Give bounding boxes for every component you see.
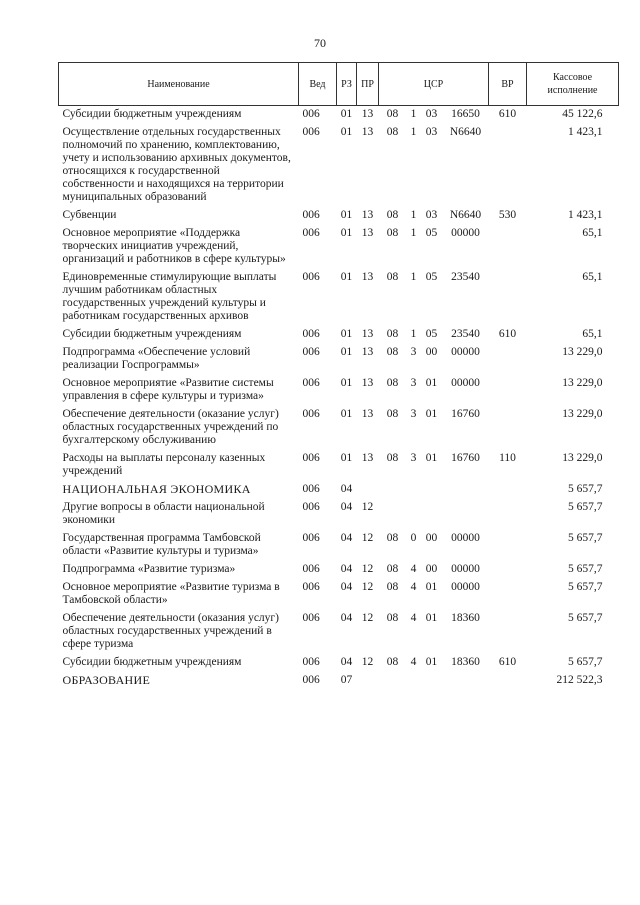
cell-c3: 01	[425, 656, 438, 668]
cell-ved: 006	[302, 209, 320, 221]
cell-c4	[443, 481, 489, 499]
header-sum: Кассовое исполнение	[527, 63, 619, 106]
cell-ved: 006	[302, 563, 320, 575]
cell-ved: 006	[302, 656, 320, 668]
cell-pr	[357, 672, 379, 690]
cell-ved: 006	[302, 483, 320, 495]
cell-c1	[379, 499, 407, 530]
cell-c3: 03	[425, 209, 438, 221]
cell-pr: 13	[361, 108, 374, 120]
cell-c2: 1	[410, 209, 417, 221]
cell-c3: 05	[425, 227, 438, 239]
cell-c3	[421, 672, 443, 690]
cell-rz: 07	[340, 674, 353, 686]
cell-c1: 08	[386, 227, 399, 239]
cell-c4: 00000	[451, 377, 480, 389]
cell-c2: 1	[410, 126, 417, 138]
cell-vr	[489, 344, 527, 375]
cell-ved: 006	[302, 227, 320, 239]
cell-c3: 01	[425, 612, 438, 624]
cell-pr: 13	[361, 227, 374, 239]
cell-c2: 1	[410, 227, 417, 239]
cell-c1: 08	[386, 612, 399, 624]
cell-ved: 006	[302, 377, 320, 389]
cell-rz: 04	[340, 656, 353, 668]
cell-pr: 13	[361, 452, 374, 464]
cell-sum: 65,1	[582, 328, 603, 340]
cell-rz: 04	[340, 563, 353, 575]
cell-c2: 4	[410, 581, 417, 593]
cell-c4: 23540	[451, 271, 480, 283]
cell-rz: 01	[340, 328, 353, 340]
cell-c1	[379, 481, 407, 499]
cell-rz: 01	[340, 346, 353, 358]
cell-c3: 00	[425, 532, 438, 544]
cell-rz: 01	[340, 271, 353, 283]
cell-pr: 12	[361, 501, 374, 513]
cell-c1: 08	[386, 346, 399, 358]
cell-name: ОБРАЗОВАНИЕ	[62, 673, 151, 687]
cell-c3: 00	[425, 346, 438, 358]
cell-ved: 006	[302, 674, 320, 686]
cell-name: Субсидии бюджетным учреждениям	[62, 108, 242, 120]
cell-vr: 110	[499, 452, 516, 464]
table-row	[59, 579, 619, 610]
cell-vr: 530	[498, 209, 517, 221]
cell-sum: 1 423,1	[568, 209, 603, 221]
cell-pr: 12	[361, 532, 374, 544]
cell-sum: 5 657,7	[568, 656, 603, 668]
cell-sum: 13 229,0	[562, 377, 603, 389]
cell-pr: 12	[361, 656, 374, 668]
cell-ved: 006	[302, 612, 320, 624]
cell-rz: 04	[340, 612, 353, 624]
cell-c4	[443, 672, 489, 690]
table-row	[59, 375, 619, 406]
cell-rz: 04	[340, 581, 353, 593]
cell-ved: 006	[302, 452, 320, 464]
cell-rz: 01	[340, 408, 353, 420]
cell-sum: 13 229,0	[562, 452, 603, 464]
cell-c3: 00	[425, 563, 438, 575]
cell-ved: 006	[302, 271, 320, 283]
cell-sum: 65,1	[582, 227, 603, 239]
table-row	[59, 654, 619, 672]
cell-vr	[489, 375, 527, 406]
cell-ved: 006	[302, 532, 320, 544]
cell-name: Государственная программа Тамбовской области «Развитие культуры и туризма»	[62, 532, 261, 557]
table-row	[59, 610, 619, 654]
cell-pr: 13	[361, 271, 374, 283]
table-row	[59, 406, 619, 450]
table-row	[59, 106, 619, 125]
table-row	[59, 450, 619, 481]
cell-ved: 006	[302, 126, 320, 138]
table-row	[59, 481, 619, 499]
table-row	[59, 499, 619, 530]
cell-c1	[379, 672, 407, 690]
cell-sum: 5 657,7	[568, 612, 603, 624]
cell-name: Субвенции	[62, 209, 117, 221]
cell-pr: 13	[361, 328, 374, 340]
cell-sum: 5 657,7	[568, 501, 603, 513]
table-row	[59, 344, 619, 375]
cell-pr: 12	[361, 581, 374, 593]
cell-c1: 08	[386, 271, 399, 283]
cell-c4: 18360	[451, 656, 480, 668]
cell-c2	[407, 499, 421, 530]
cell-pr: 13	[361, 209, 374, 221]
cell-c4: 00000	[451, 563, 480, 575]
cell-rz: 04	[340, 532, 353, 544]
cell-c2: 1	[410, 108, 417, 120]
cell-c3	[421, 499, 443, 530]
cell-vr	[489, 499, 527, 530]
cell-vr	[489, 269, 527, 326]
table-row	[59, 561, 619, 579]
cell-c1: 08	[386, 377, 399, 389]
cell-sum: 5 657,7	[568, 483, 603, 495]
cell-c1: 08	[386, 656, 399, 668]
cell-pr: 12	[361, 612, 374, 624]
cell-name: Субсидии бюджетным учреждениям	[62, 656, 242, 668]
cell-name: Единовременные стимулирующие выплаты лучшим работникам областных государственных учреждений культуры и работникам государственных архивов	[62, 271, 277, 322]
cell-c2	[407, 672, 421, 690]
page-number: 70	[314, 36, 326, 50]
cell-pr: 12	[361, 563, 374, 575]
cell-c3: 01	[425, 581, 438, 593]
cell-name: Обеспечение деятельности (оказание услуг) областных государственных учреждений по бухгалтерскому обслуживанию	[62, 408, 279, 446]
header-pr: ПР	[357, 63, 379, 106]
cell-c1: 08	[386, 328, 399, 340]
cell-sum: 5 657,7	[568, 581, 603, 593]
cell-rz: 01	[340, 126, 353, 138]
cell-c2: 3	[410, 408, 417, 420]
cell-c4: 16760	[451, 408, 480, 420]
cell-c3: 01	[425, 377, 438, 389]
cell-sum: 65,1	[582, 271, 603, 283]
cell-c4	[443, 499, 489, 530]
cell-c1: 08	[386, 532, 399, 544]
header-rz: РЗ	[337, 63, 357, 106]
cell-c2: 3	[410, 377, 417, 389]
cell-c2: 1	[410, 328, 417, 340]
cell-c4: N6640	[449, 126, 482, 138]
cell-name: Расходы на выплаты персоналу казенных учреждений	[62, 452, 266, 477]
cell-c4: 16760	[451, 452, 480, 464]
cell-c2: 4	[410, 563, 417, 575]
cell-rz: 01	[340, 377, 353, 389]
cell-c4: 00000	[451, 227, 480, 239]
table-row	[59, 207, 619, 225]
cell-ved: 006	[302, 581, 320, 593]
cell-vr	[489, 610, 527, 654]
cell-c2: 0	[410, 532, 417, 544]
cell-pr: 13	[361, 126, 374, 138]
cell-sum: 13 229,0	[562, 346, 603, 358]
cell-pr: 13	[361, 377, 374, 389]
cell-c1: 08	[386, 452, 399, 464]
cell-vr: 610	[498, 328, 517, 340]
cell-c1: 08	[386, 408, 399, 420]
cell-ved: 006	[302, 501, 320, 513]
cell-pr: 13	[361, 408, 374, 420]
cell-vr	[489, 530, 527, 561]
cell-c3: 03	[425, 126, 438, 138]
cell-name: Субсидии бюджетным учреждениям	[62, 328, 242, 340]
cell-c3: 05	[425, 271, 438, 283]
table-body	[59, 106, 619, 691]
cell-name: Осуществление отдельных государственных полномочий по хранению, комплектованию, учету и использованию архивных документов, относящихся к государственной собственности и находящихся на территории муниципальных образований	[62, 126, 291, 203]
cell-name: НАЦИОНАЛЬНАЯ ЭКОНОМИКА	[62, 482, 251, 496]
cell-c4: 16650	[451, 108, 480, 120]
cell-c3: 03	[425, 108, 438, 120]
cell-ved: 006	[302, 328, 320, 340]
cell-name: Подпрограмма «Обеспечение условий реализации Госпрограммы»	[62, 346, 251, 371]
cell-c2: 3	[410, 346, 417, 358]
cell-vr: 610	[498, 108, 517, 120]
table-row	[59, 269, 619, 326]
cell-sum: 5 657,7	[568, 563, 603, 575]
cell-c4: 18360	[451, 612, 480, 624]
cell-vr	[489, 225, 527, 269]
cell-sum: 212 522,3	[556, 674, 603, 686]
budget-table	[58, 62, 619, 690]
cell-vr	[489, 561, 527, 579]
cell-vr	[489, 672, 527, 690]
cell-c3	[421, 481, 443, 499]
header-ved: Вед	[299, 63, 337, 106]
cell-vr	[489, 406, 527, 450]
cell-rz: 04	[340, 483, 353, 495]
cell-name: Основное мероприятие «Развитие туризма в Тамбовской области»	[62, 581, 280, 606]
table-header-row	[59, 63, 619, 106]
cell-c2	[407, 481, 421, 499]
cell-rz: 04	[340, 501, 353, 513]
cell-name: Основное мероприятие «Поддержка творческих инициатив учреждений, организаций и работников в сфере культуры»	[62, 227, 286, 265]
cell-c2: 4	[410, 656, 417, 668]
cell-c4: 00000	[451, 532, 480, 544]
cell-pr: 13	[361, 346, 374, 358]
header-vr: ВР	[489, 63, 527, 106]
cell-ved: 006	[302, 108, 320, 120]
cell-name: Основное мероприятие «Развитие системы управления в сфере культуры и туризма»	[62, 377, 274, 402]
cell-c3: 01	[425, 452, 438, 464]
cell-c1: 08	[386, 581, 399, 593]
table-row	[59, 672, 619, 690]
table-row	[59, 124, 619, 207]
cell-c4: N6640	[449, 209, 482, 221]
cell-rz: 01	[340, 227, 353, 239]
cell-name: Обеспечение деятельности (оказания услуг) областных государственных учреждений в сфере туризма	[62, 612, 279, 650]
cell-name: Другие вопросы в области национальной экономики	[62, 501, 265, 526]
cell-vr: 610	[498, 656, 517, 668]
cell-name: Подпрограмма «Развитие туризма»	[62, 563, 236, 575]
header-csr: ЦСР	[379, 63, 489, 106]
cell-rz: 01	[340, 108, 353, 120]
cell-ved: 006	[302, 408, 320, 420]
cell-rz: 01	[340, 452, 353, 464]
table-row	[59, 225, 619, 269]
cell-c1: 08	[386, 563, 399, 575]
cell-sum: 1 423,1	[568, 126, 603, 138]
cell-vr	[489, 124, 527, 207]
header-name: Наименование	[59, 63, 299, 106]
cell-rz: 01	[340, 209, 353, 221]
cell-ved: 006	[302, 346, 320, 358]
cell-vr	[489, 481, 527, 499]
cell-sum: 5 657,7	[568, 532, 603, 544]
cell-c3: 05	[425, 328, 438, 340]
cell-pr	[357, 481, 379, 499]
cell-sum: 45 122,6	[562, 108, 603, 120]
cell-c2: 4	[410, 612, 417, 624]
cell-c1: 08	[386, 209, 399, 221]
cell-c1: 08	[386, 126, 399, 138]
cell-c2: 3	[410, 452, 417, 464]
cell-c4: 00000	[451, 581, 480, 593]
cell-c2: 1	[410, 271, 417, 283]
cell-vr	[489, 579, 527, 610]
cell-c3: 01	[425, 408, 438, 420]
table-row	[59, 530, 619, 561]
cell-c1: 08	[386, 108, 399, 120]
cell-c4: 23540	[451, 328, 480, 340]
cell-sum: 13 229,0	[562, 408, 603, 420]
cell-c4: 00000	[451, 346, 480, 358]
table-row	[59, 326, 619, 344]
